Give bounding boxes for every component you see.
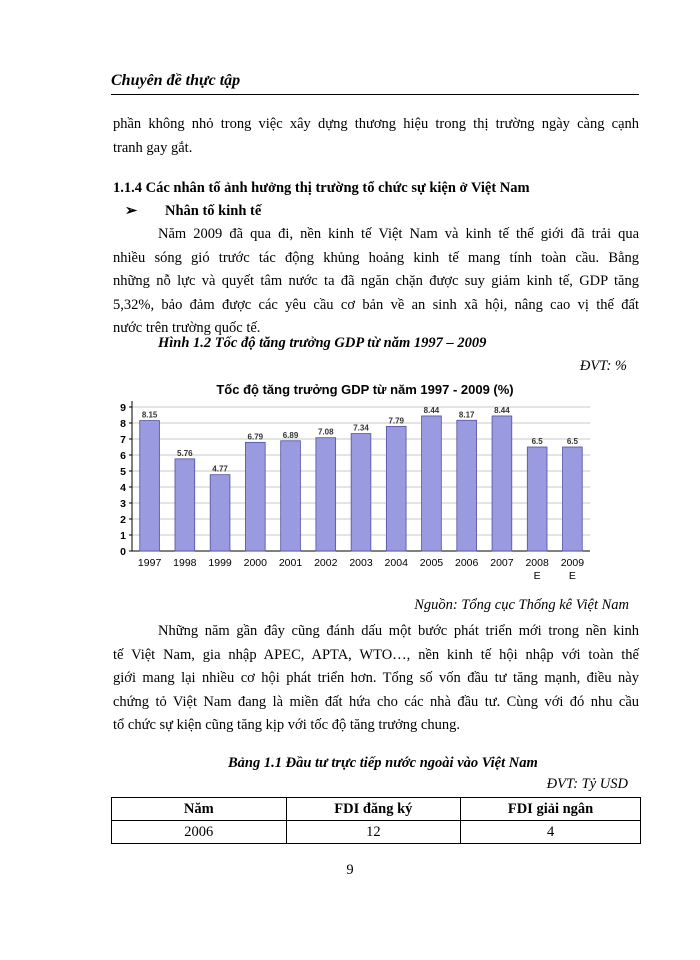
data-label: 6.79 xyxy=(247,432,264,442)
text-line: tranh gay gắt. xyxy=(113,139,193,156)
bar-2009 xyxy=(563,447,583,551)
bar-2000 xyxy=(245,442,265,551)
data-label: 7.08 xyxy=(317,427,334,437)
x-tick-label: 2000 xyxy=(243,557,267,569)
bar-2003 xyxy=(351,434,371,551)
intro-paragraph xyxy=(113,113,639,160)
x-tick-label: 2002 xyxy=(314,557,338,569)
y-tick-label: 8 xyxy=(120,418,126,430)
section-heading: 1.1.4 Các nhân tố ảnh hưởng thị trường tổ chức sự kiện ở Việt Nam xyxy=(113,180,530,196)
x-tick-label: 2001 xyxy=(278,557,303,569)
figure-caption: Hình 1.2 Tốc độ tăng trưởng GDP từ năm 1997 – 2009 xyxy=(158,335,487,351)
text-line: Năm 2009 đã qua đi, nền kinh tế Việt Nam và kinh tế thế giới đã trải qua xyxy=(158,226,639,242)
data-label: 7.34 xyxy=(353,423,369,433)
bar-2007 xyxy=(492,416,512,551)
text-line: tế Việt Nam, gia nhập APEC, APTA, WTO…, nền kinh tế hội nhập với toàn thế xyxy=(113,646,639,663)
y-tick-label: 2 xyxy=(120,514,126,526)
data-label: 6.89 xyxy=(282,430,299,440)
table-cell: 12 xyxy=(286,821,461,844)
bar-2008 xyxy=(527,447,547,551)
bar-2004 xyxy=(386,426,406,551)
text-line: Những năm gần đây cũng đánh dấu một bước phát triển mới trong nền kinh xyxy=(158,623,639,639)
text-line: chứng tỏ Việt Nam đang là miền đất hứa cho các nhà đầu tư. Cùng với đó nhu cầu xyxy=(113,693,639,710)
subheading-label: Nhân tố kinh tế xyxy=(165,203,262,219)
gdp-growth-chart xyxy=(112,376,640,592)
data-label: 6.5 xyxy=(531,437,543,446)
investment-paragraph xyxy=(113,620,639,738)
x-tick-label: 2005 xyxy=(419,557,444,569)
bar-1998 xyxy=(175,459,195,551)
x-tick-label: 1998 xyxy=(173,557,197,569)
y-tick-label: 6 xyxy=(120,450,126,462)
bar-1997 xyxy=(140,421,160,551)
x-tick-label: 2009 E xyxy=(560,557,585,582)
x-tick-label: 2006 xyxy=(455,557,479,569)
economy-paragraph xyxy=(113,223,639,341)
y-tick-label: 7 xyxy=(120,434,126,446)
x-tick-label: 2004 xyxy=(384,557,408,569)
x-tick-label: 1997 xyxy=(137,557,162,569)
table-caption: Bảng 1.1 Đầu tư trực tiếp nước ngoài vào Việt Nam xyxy=(228,755,538,771)
figure-unit: ĐVT: % xyxy=(579,358,627,374)
table-cell: 4 xyxy=(461,821,641,844)
page-header: Chuyên đề thực tập xyxy=(111,72,639,95)
y-tick-label: 3 xyxy=(120,498,126,510)
bar-2006 xyxy=(457,420,477,551)
data-label: 8.17 xyxy=(458,410,475,420)
column-header: FDI đăng ký xyxy=(286,798,461,821)
data-label: 7.79 xyxy=(388,416,405,426)
data-label: 8.44 xyxy=(494,405,510,415)
y-tick-label: 5 xyxy=(120,466,126,478)
data-label: 8.15 xyxy=(141,410,158,420)
text-line: tổ chức sự kiện cũng tăng kịp với tốc độ tăng trưởng chung. xyxy=(113,717,460,733)
column-header: FDI giải ngân xyxy=(461,798,641,821)
x-tick-label: 2007 xyxy=(490,557,514,569)
text-line: những nỗ lực và quyết tâm nước ta đã ngăn chặn được suy giảm kinh tế, GDP tăng xyxy=(113,273,639,289)
bar-2002 xyxy=(316,438,336,551)
x-tick-label: 1999 xyxy=(208,557,232,569)
page-number: 9 xyxy=(346,862,354,878)
table-cell: 2006 xyxy=(112,821,287,844)
y-tick-label: 4 xyxy=(120,482,126,494)
data-label: 8.44 xyxy=(423,405,440,415)
text-line: nước trên trường quốc tế. xyxy=(113,320,261,336)
figure-source: Nguồn: Tổng cục Thống kê Việt Nam xyxy=(414,597,629,613)
text-line: 5,32%, bảo đảm được các yêu cầu cơ bản về an sinh xã hội, nâng cao vị thế đất xyxy=(113,296,639,313)
bar-1999 xyxy=(210,475,230,551)
data-label: 6.5 xyxy=(566,437,578,446)
fdi-table xyxy=(111,797,641,844)
table-unit: ĐVT: Tỷ USD xyxy=(546,776,628,792)
y-tick-label: 9 xyxy=(120,402,126,414)
text-line: giới mang lại nhiều cơ hội phát triển hơn. Tổng số vốn đầu tư tăng mạnh, điều này xyxy=(113,670,639,686)
subheading xyxy=(125,203,261,220)
bar-2005 xyxy=(422,416,442,551)
data-label: 4.77 xyxy=(212,464,228,474)
column-header: Năm xyxy=(112,798,287,821)
y-tick-label: 0 xyxy=(120,546,126,558)
table-row xyxy=(112,821,641,844)
x-tick-label: 2008 E xyxy=(525,557,549,582)
text-line: phần không nhỏ trong việc xây dựng thương hiệu trong thị trường ngày càng cạnh xyxy=(113,116,639,132)
y-tick-label: 1 xyxy=(120,530,126,542)
table-header-row xyxy=(112,798,641,821)
chart-title: Tốc độ tăng trưởng GDP từ năm 1997 - 2009 (%) xyxy=(216,382,514,397)
data-label: 5.76 xyxy=(177,448,193,458)
x-tick-label: 2003 xyxy=(349,557,373,569)
arrow-bullet-icon: ➢ xyxy=(125,203,138,219)
bar-2001 xyxy=(281,441,301,551)
text-line: nhiều sóng gió trước tác động khủng hoảng kinh tế mang tính toàn cầu. Bằng xyxy=(113,249,639,266)
